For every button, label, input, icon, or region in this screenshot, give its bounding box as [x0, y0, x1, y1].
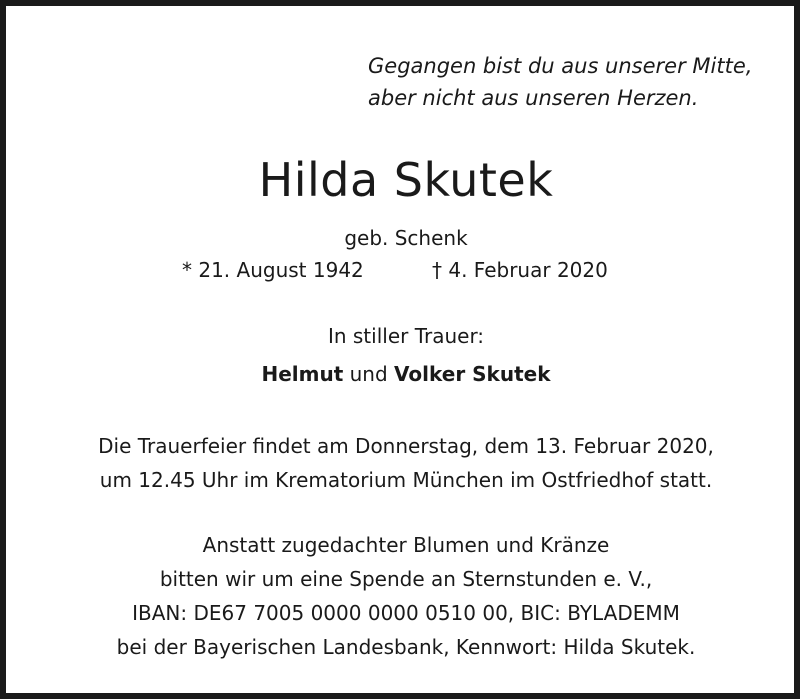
donation-line-1: Anstatt zugedachter Blumen und Kränze: [202, 533, 610, 557]
donation-line-3: IBAN: DE67 7005 0000 0000 0510 00, BIC: BYLADEMM: [132, 601, 680, 625]
mourner-name-2: Volker Skutek: [394, 362, 551, 386]
mourner-name-1: Helmut: [261, 362, 344, 386]
deceased-name: Hilda Skutek: [258, 153, 554, 207]
mourning-intro: In stiller Trauer:: [327, 324, 485, 348]
ceremony-notice: [6, 429, 800, 497]
ceremony-line-2: um 12.45 Uhr im Krematorium München im Ostfriedhof statt.: [99, 468, 713, 492]
birth-date: * 21. August 1942: [182, 258, 364, 282]
maiden-name: geb. Schenk: [344, 226, 468, 250]
donation-notice: [6, 528, 800, 664]
donation-line-2: bitten wir um eine Spende an Sternstunden e. V.,: [159, 567, 653, 591]
death-date: † 4. Februar 2020: [432, 258, 608, 282]
quote-line-2: aber nicht aus unseren Herzen.: [368, 86, 699, 110]
mourner-conjunction: und: [349, 362, 388, 386]
donation-line-4: bei der Bayerischen Landesbank, Kennwort: Hilda Skutek.: [116, 635, 696, 659]
quote-line-1: Gegangen bist du aus unserer Mitte,: [368, 54, 753, 78]
ceremony-line-1: Die Trauerfeier findet am Donnerstag, dem 13. Februar 2020,: [98, 434, 714, 458]
memorial-quote: [368, 50, 788, 114]
mourner-names: [6, 360, 800, 388]
